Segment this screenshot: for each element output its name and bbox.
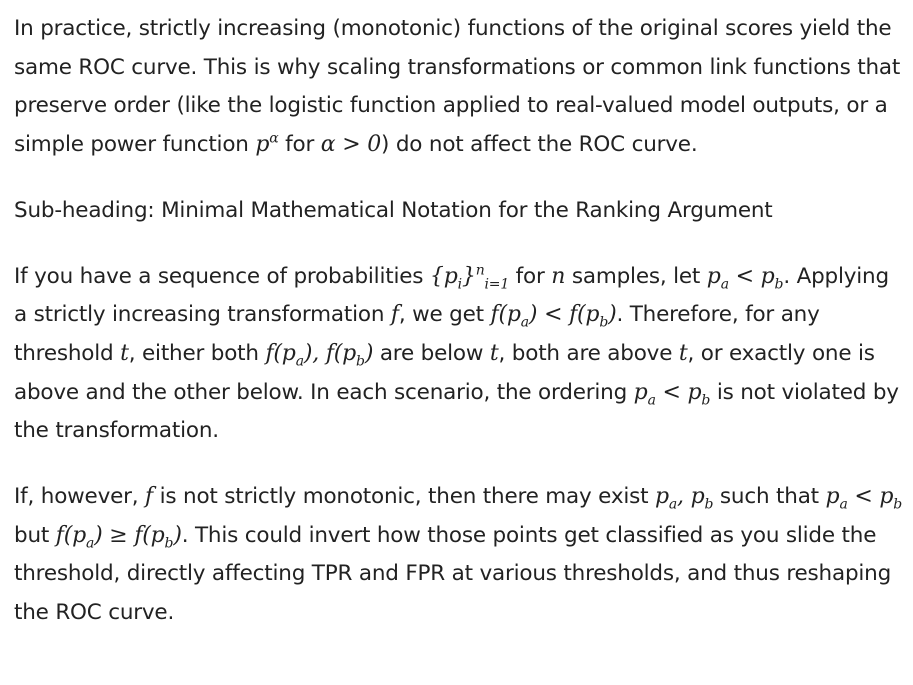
- paragraph-text: , we get: [398, 302, 491, 328]
- math-t: t: [489, 340, 499, 366]
- paragraph-text: , either both: [128, 340, 266, 366]
- paragraph-non-monotonic: [14, 478, 904, 633]
- paragraph-text: , both are above: [498, 340, 679, 366]
- sub-heading: Sub-heading: Minimal Mathematical Notation for the Ranking Argument: [14, 197, 773, 223]
- paragraph-text: ) do not affect the ROC curve.: [381, 132, 698, 158]
- paragraph-text: for: [278, 132, 321, 158]
- math-probability-sequence: $\{p_i\}^n_{i=1}$: [429, 262, 510, 292]
- math-power-function: $p^\alpha$: [255, 130, 279, 158]
- math-pa-less-pb: $p_a < p_b$: [825, 484, 903, 513]
- math-t: t: [678, 340, 688, 366]
- math-pa-pb: $p_a$, $p_b$: [655, 484, 714, 513]
- paragraph-text: such that: [713, 484, 826, 510]
- math-n: n: [551, 263, 566, 289]
- math-alpha-condition: α > 0: [320, 132, 382, 158]
- paragraph-text: . Applying a strictly increasing transformation: [14, 263, 889, 328]
- math-f-pa-f-pb: $f(p_a)$, $f(p_b)$: [265, 340, 374, 370]
- math-pa-less-pb: $p_a < p_b$: [633, 379, 711, 409]
- math-pa-less-pb: $p_a < p_b$: [706, 263, 784, 292]
- paragraph-text: If you have a sequence of probabilities: [14, 263, 430, 289]
- math-t: t: [120, 340, 129, 366]
- paragraph-monotonic-functions: [14, 10, 904, 165]
- paragraph-text: but: [14, 522, 56, 548]
- paragraph-text: for: [509, 263, 552, 289]
- paragraph-ranking-argument: [14, 258, 904, 452]
- paragraph-text: , or exactly one is above and the other below. In each scenario, the ordering: [14, 340, 875, 405]
- paragraph-text: samples, let: [565, 263, 707, 289]
- math-f: f: [390, 302, 399, 328]
- paragraph-text: . This could invert how those points get classified as you slide the threshold, directly affecting TPR and FPR at various thresholds, and thus reshaping the ROC curve.: [14, 522, 892, 626]
- paragraph-text: . Therefore, for any threshold: [14, 302, 820, 366]
- paragraph-text: are below: [373, 340, 490, 366]
- math-f: f: [145, 484, 153, 510]
- math-f-pa-less-f-pb: $f(p_a) < f(p_b)$: [490, 302, 617, 331]
- math-f-pa-geq-f-pb: $f(p_a) \ge f(p_b)$: [55, 522, 182, 552]
- paragraph-text: is not violated by the transformation.: [14, 379, 899, 444]
- paragraph-text: is not strictly monotonic, then there may exist: [152, 484, 655, 510]
- paragraph-text: In practice, strictly increasing (monotonic) functions of the original scores yield the same ROC curve. This is why scaling transformations or common link functions that preserve order (like the logistic function applied to real-valued model outputs, or a simple power function: [14, 16, 901, 158]
- paragraph-text: If, however,: [14, 484, 146, 510]
- document-body: [14, 10, 904, 633]
